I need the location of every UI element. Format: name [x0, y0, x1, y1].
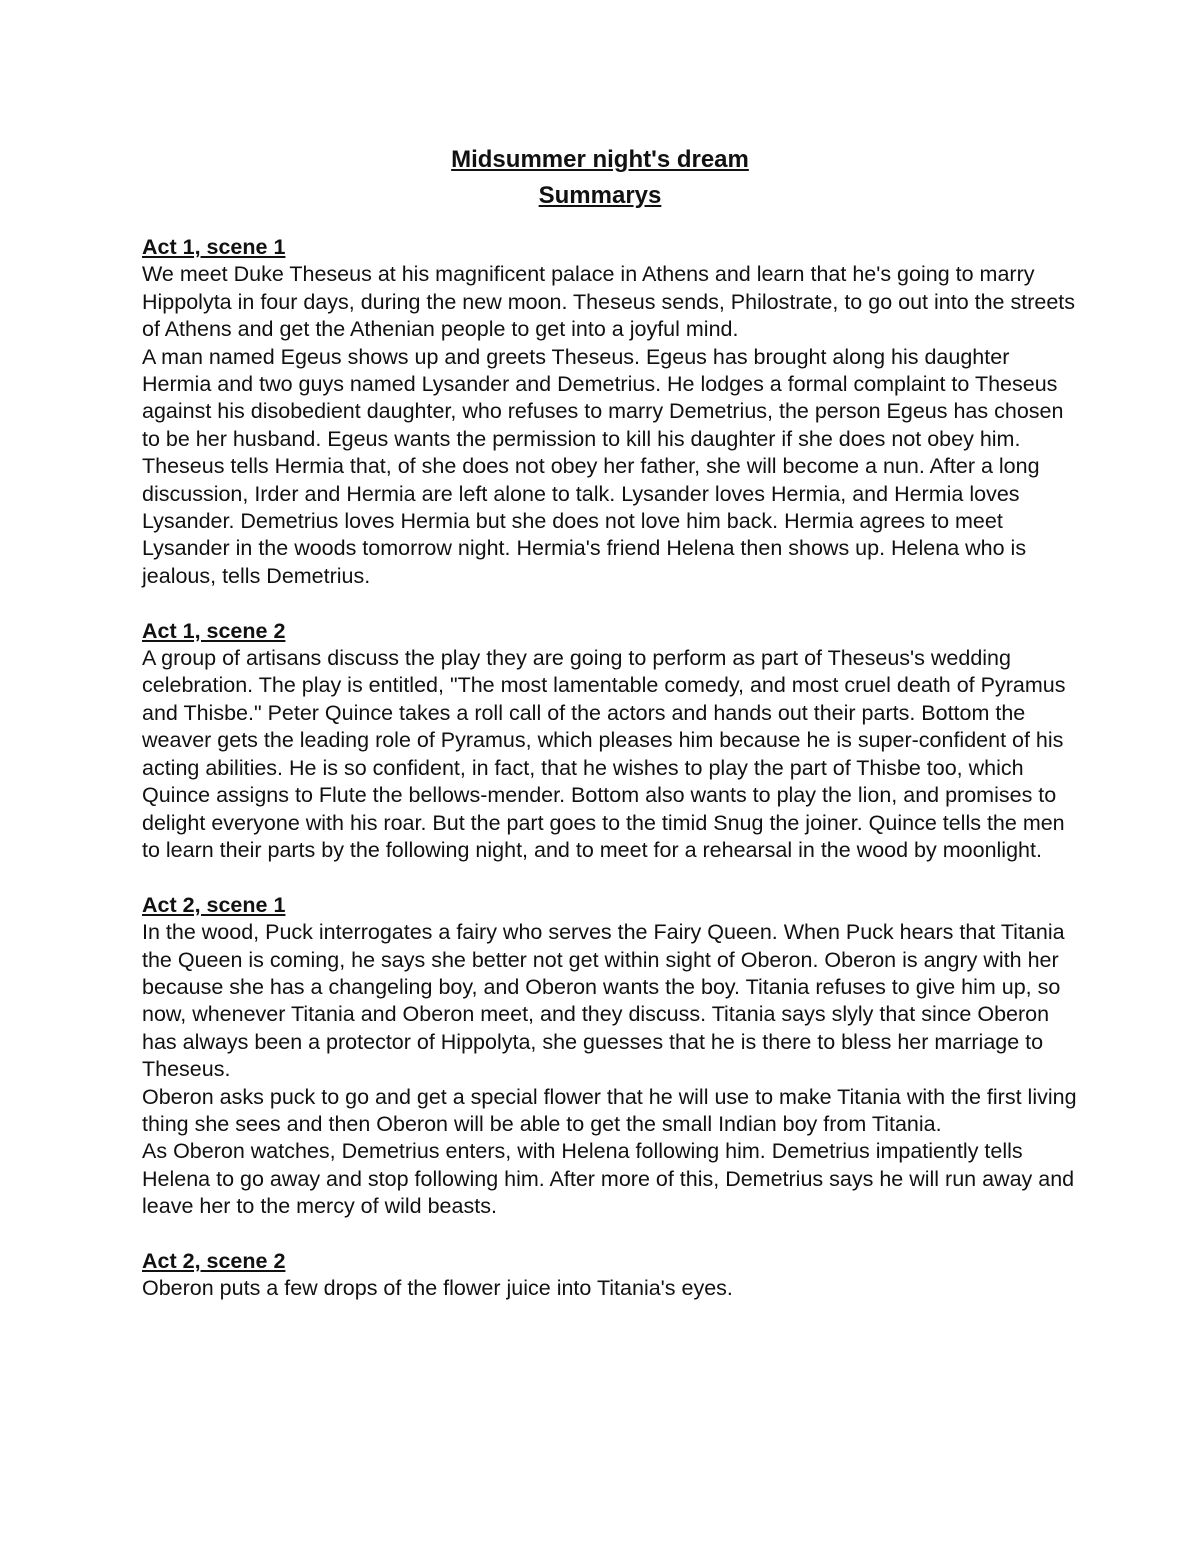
section-paragraph: We meet Duke Theseus at his magnificent palace in Athens and learn that he's going to marry Hippolyta in four days, during the new moon. Theseus sends, Philostrate, to go out into the streets of Athens and get the Athenian people to get into a joyful mind.: [142, 262, 1076, 342]
title-block: [0, 142, 1200, 214]
document-subtitle: Summarys: [538, 182, 662, 209]
document-title: Midsummer night's dream: [451, 146, 749, 173]
section-paragraph: In the wood, Puck interrogates a fairy who serves the Fairy Queen. When Puck hears that Titania the Queen is coming, he says she better not get within sight of Oberon. Oberon is angry with her because she has a changeling boy, and Oberon wants the boy. Titania refuses to give him up, so now, whenever Titania and Oberon meet, and they discuss. Titania says slyly that since Oberon has always been a protector of Hippolyta, she guesses that he is there to bless her marriage to Theseus.: [142, 920, 1065, 1082]
document-body: [142, 234, 1082, 1330]
section-act2-scene2: [142, 1248, 1082, 1303]
section-paragraph: Oberon puts a few drops of the flower juice into Titania's eyes.: [142, 1276, 733, 1301]
section-act1-scene2: [142, 618, 1082, 865]
section-paragraph: As Oberon watches, Demetrius enters, with Helena following him. Demetrius impatiently tells Helena to go away and stop following him. After more of this, Demetrius says he will run away and leave her to the mercy of wild beasts.: [142, 1139, 1075, 1219]
section-heading: Act 2, scene 1: [142, 892, 286, 917]
section-act1-scene1: [142, 234, 1082, 590]
section-act2-scene1: [142, 892, 1082, 1221]
section-heading: Act 1, scene 1: [142, 235, 286, 259]
section-heading: Act 1, scene 2: [142, 618, 286, 643]
section-paragraph: A group of artisans discuss the play they are going to perform as part of Theseus's wedding celebration. The play is entitled, "The most lamentable comedy, and most cruel death of Pyramus and Thisbe." Peter Quince takes a roll call of the actors and hands out their parts. Bottom the weaver gets the leading role of Pyramus, which pleases him because he is super-confident of his acting abilities. He is so confident, in fact, that he wishes to play the part of Thisbe too, which Quince assigns to Flute the bellows-mender. Bottom also wants to play the lion, and promises to delight everyone with his roar. But the part goes to the timid Snug the joiner. Quince tells the men to learn their parts by the following night, and to meet for a rehearsal in the wood by moonlight.: [142, 646, 1066, 862]
section-paragraph: Oberon asks puck to go and get a special flower that he will use to make Titania with the first living thing she sees and then Oberon will be able to get the small Indian boy from Titania.: [142, 1084, 1077, 1136]
section-heading: Act 2, scene 2: [142, 1248, 286, 1273]
section-paragraph: A man named Egeus shows up and greets Theseus. Egeus has brought along his daughter Hermia and two guys named Lysander and Demetrius. He lodges a formal complaint to Theseus against his disobedient daughter, who refuses to marry Demetrius, the person Egeus has chosen to be her husband. Egeus wants the permission to kill his daughter if she does not obey him. Theseus tells Hermia that, of she does not obey her father, she will become a nun. After a long discussion, Irder and Hermia are left alone to talk. Lysander loves Hermia, and Hermia loves Lysander. Demetrius loves Hermia but she does not love him back. Hermia agrees to meet Lysander in the woods tomorrow night. Hermia's friend Helena then shows up. Helena who is jealous, tells Demetrius.: [142, 344, 1064, 588]
